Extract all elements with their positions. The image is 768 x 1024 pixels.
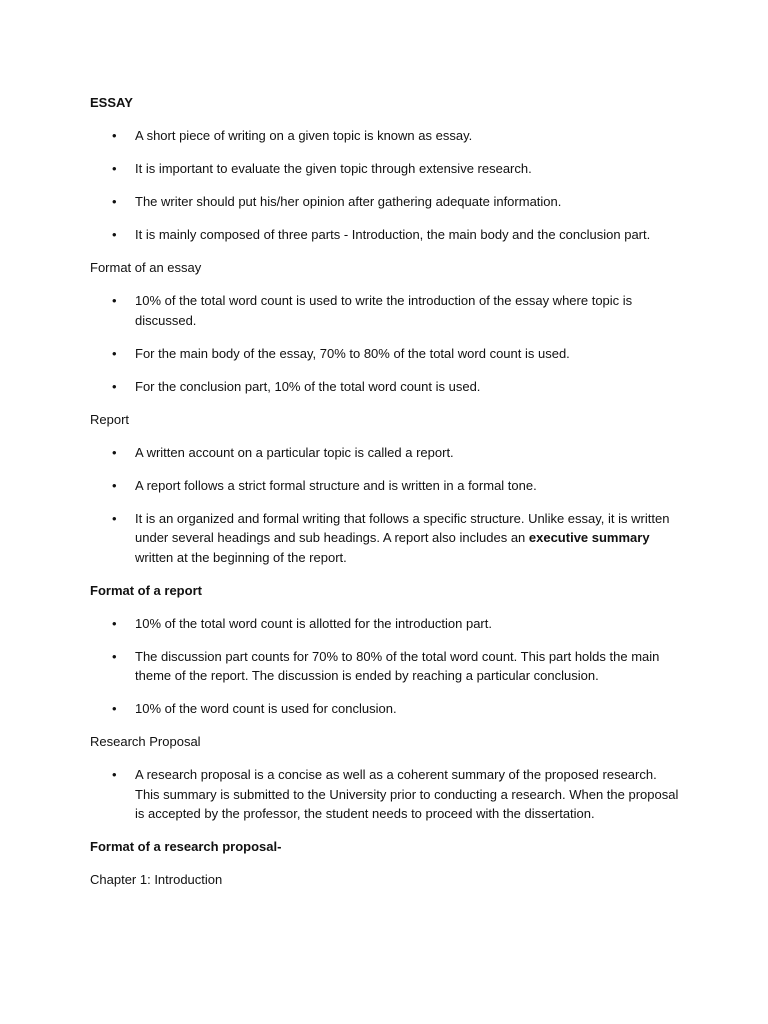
executive-summary-term: executive summary	[528, 530, 650, 545]
bullet-icon: •	[112, 701, 117, 716]
report-format-bullet-list	[90, 614, 680, 719]
report-format-heading: Format of a report	[90, 582, 202, 598]
bullet-icon: •	[112, 128, 117, 143]
bullet-icon: •	[112, 477, 117, 493]
list-item: • A research proposal is a concise as well as a coherent summary of the proposed research. This summary is submitted to the University prior to conducting a research. When the proposal is accepted by the professor, the student needs to proceed with the dissertation.	[112, 767, 679, 821]
report-bullet-list	[90, 443, 680, 568]
bullet-icon: •	[112, 444, 117, 460]
essay-format-bullet-list	[90, 291, 680, 396]
bullet-icon: •	[112, 227, 117, 242]
list-item: • A short piece of writing on a given topic is known as essay.	[90, 126, 680, 146]
list-item: • For the main body of the essay, 70% to 80% of the total word count is used.	[90, 344, 680, 364]
bullet-icon: •	[112, 194, 117, 209]
list-item: • It is important to evaluate the given topic through extensive research.	[90, 159, 680, 179]
list-item: • For the conclusion part, 10% of the total word count is used.	[90, 377, 680, 397]
report-heading: Report	[90, 411, 130, 427]
bullet-icon: •	[112, 648, 117, 664]
essay-format-heading: Format of an essay	[90, 260, 202, 275]
list-item: • The discussion part counts for 70% to 80% of the total word count. This part holds the main theme of the report. The discussion is ended by reaching a particular conclusion.	[112, 648, 660, 683]
list-item: • It is an organized and formal writing that follows a specific structure. Unlike essay, it is written under several headings and sub headings. A report also includes an executive summary written at the beginning of the report.	[112, 510, 670, 565]
research-proposal-heading: Research Proposal	[90, 734, 201, 749]
essay-heading: ESSAY	[90, 95, 133, 110]
bullet-icon: •	[112, 293, 117, 308]
essay-bullet-list	[90, 126, 680, 245]
list-item: • 10% of the total word count is allotted for the introduction part.	[90, 614, 680, 634]
bullet-icon: •	[112, 378, 117, 394]
research-proposal-bullet-list	[90, 765, 680, 824]
bullet-icon: •	[112, 510, 117, 526]
bullet-icon: •	[112, 615, 117, 631]
bullet-icon: •	[112, 161, 117, 176]
list-item: • 10% of the word count is used for conclusion.	[90, 699, 680, 719]
list-item: • It is mainly composed of three parts - Introduction, the main body and the conclusion part.	[90, 225, 680, 245]
list-item: • 10% of the total word count is used to write the introduction of the essay where topic is discussed.	[112, 293, 633, 328]
list-item: • The writer should put his/her opinion after gathering adequate information.	[90, 192, 680, 212]
chapter-1-heading: Chapter 1: Introduction	[90, 872, 223, 887]
list-item: • A written account on a particular topic is called a report.	[90, 443, 680, 463]
bullet-icon: •	[112, 767, 117, 782]
document-body	[90, 93, 680, 903]
list-item: • A report follows a strict formal structure and is written in a formal tone.	[90, 476, 680, 496]
proposal-format-heading: Format of a research proposal-	[90, 839, 282, 854]
bullet-icon: •	[112, 345, 117, 361]
